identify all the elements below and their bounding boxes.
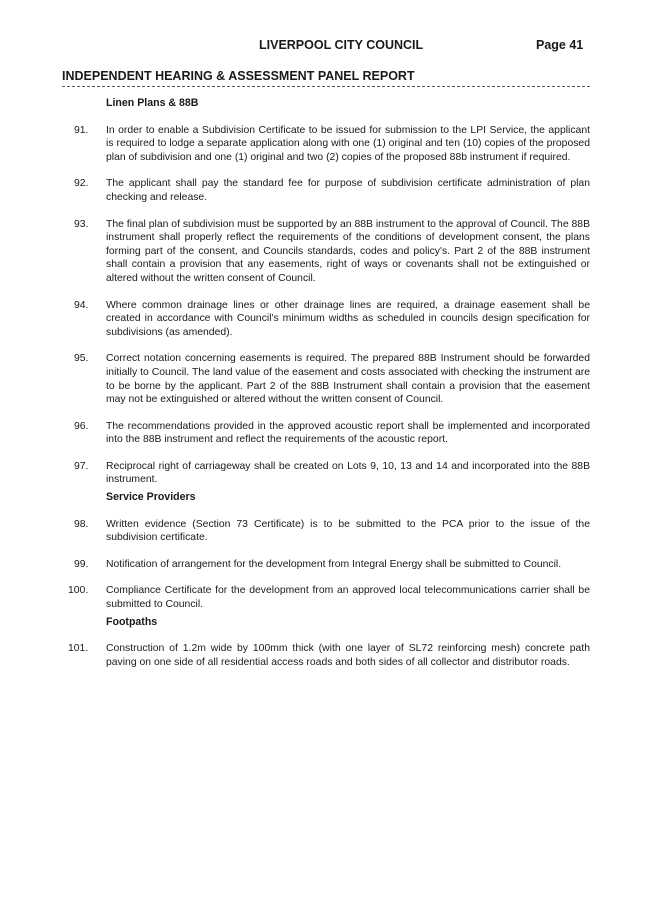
condition-text: The recommendations provided in the approved acoustic report shall be implemented and incorporated into the 88B instrument and reflect the requirements of the acoustic report. (106, 420, 590, 446)
condition-number: 96. (74, 420, 89, 432)
condition-item (62, 558, 590, 572)
condition-item (62, 420, 590, 447)
condition-text: Where common drainage lines or other drainage lines are required, a drainage easement shall be created in accordance with Council's minimum widths as scheduled in councils design specification for subdivisions (as amended). (106, 299, 590, 338)
page-number: Page 41 (536, 38, 584, 52)
section-heading: Footpaths (106, 615, 158, 628)
condition-text: In order to enable a Subdivision Certificate to be issued for submission to the LPI Service, the applicant is required to lodge a separate application along with one (1) original and ten (10) copies of the proposed plan of subdivision and one (1) original and two (2) copies of the proposed 88b instrument if required. (106, 124, 590, 163)
condition-text: The final plan of subdivision must be supported by an 88B instrument to the approval of Council. The 88B instrument shall properly reflect the requirements of the conditions of development consent, the plans forming part of the consent, and Councils standards, codes and policy's. Part 2 of the 88B instrument shall contain a provision that any easements, right of ways or covenants shall not be extinguished or altered without the written consent of Council. (106, 218, 590, 284)
section-heading: Service Providers (106, 491, 196, 504)
condition-item (62, 642, 590, 669)
council-name: LIVERPOOL CITY COUNCIL (259, 38, 424, 52)
condition-text: Notification of arrangement for the development from Integral Energy shall be submitted to Council. (106, 558, 562, 570)
condition-number: 93. (74, 218, 89, 230)
condition-number: 98. (74, 518, 89, 530)
condition-item (62, 177, 590, 204)
condition-number: 91. (74, 124, 89, 136)
condition-text: The applicant shall pay the standard fee for purpose of subdivision certificate administration of plan checking and release. (106, 178, 590, 203)
document-body (62, 93, 590, 682)
condition-number: 97. (74, 460, 89, 472)
condition-item (62, 518, 590, 545)
condition-text: Compliance Certificate for the development from an approved local telecommunications carrier shall be submitted to Council. (106, 585, 590, 611)
condition-number: 92. (74, 178, 89, 190)
condition-number: 99. (74, 558, 89, 570)
section-heading: Linen Plans & 88B (106, 97, 199, 109)
condition-item (62, 299, 590, 340)
condition-text: Reciprocal right of carriageway shall be created on Lots 9, 10, 13 and 14 and incorporated into the 88B instrument. (106, 460, 590, 486)
condition-number: 95. (74, 353, 89, 365)
condition-item (62, 584, 590, 611)
condition-number: 101. (68, 643, 89, 655)
condition-number: 94. (74, 299, 89, 311)
condition-item (62, 460, 590, 487)
condition-item (62, 124, 590, 165)
condition-text: Construction of 1.2m wide by 100mm thick (with one layer of SL72 reinforcing mesh) concrete path paving on one side of all residential access roads and both sides of all collector and distributor roads. (106, 643, 590, 668)
condition-item (62, 352, 590, 406)
condition-number: 100. (68, 585, 89, 597)
report-title: INDEPENDENT HEARING & ASSESSMENT PANEL REPORT (62, 69, 415, 83)
condition-text: Written evidence (Section 73 Certificate) is to be submitted to the PCA prior to the issue of the subdivision certificate. (106, 518, 590, 544)
condition-item (62, 218, 590, 286)
header-divider (62, 86, 590, 87)
condition-text: Correct notation concerning easements is required. The prepared 88B Instrument should be forwarded initially to Council. The land value of the easement and costs associated with checking the instrument are to be borne by the applicant. Part 2 of the 88B Instrument shall contain a provision that the easement may not be extinguished or altered without the written consent of Council. (106, 353, 590, 406)
